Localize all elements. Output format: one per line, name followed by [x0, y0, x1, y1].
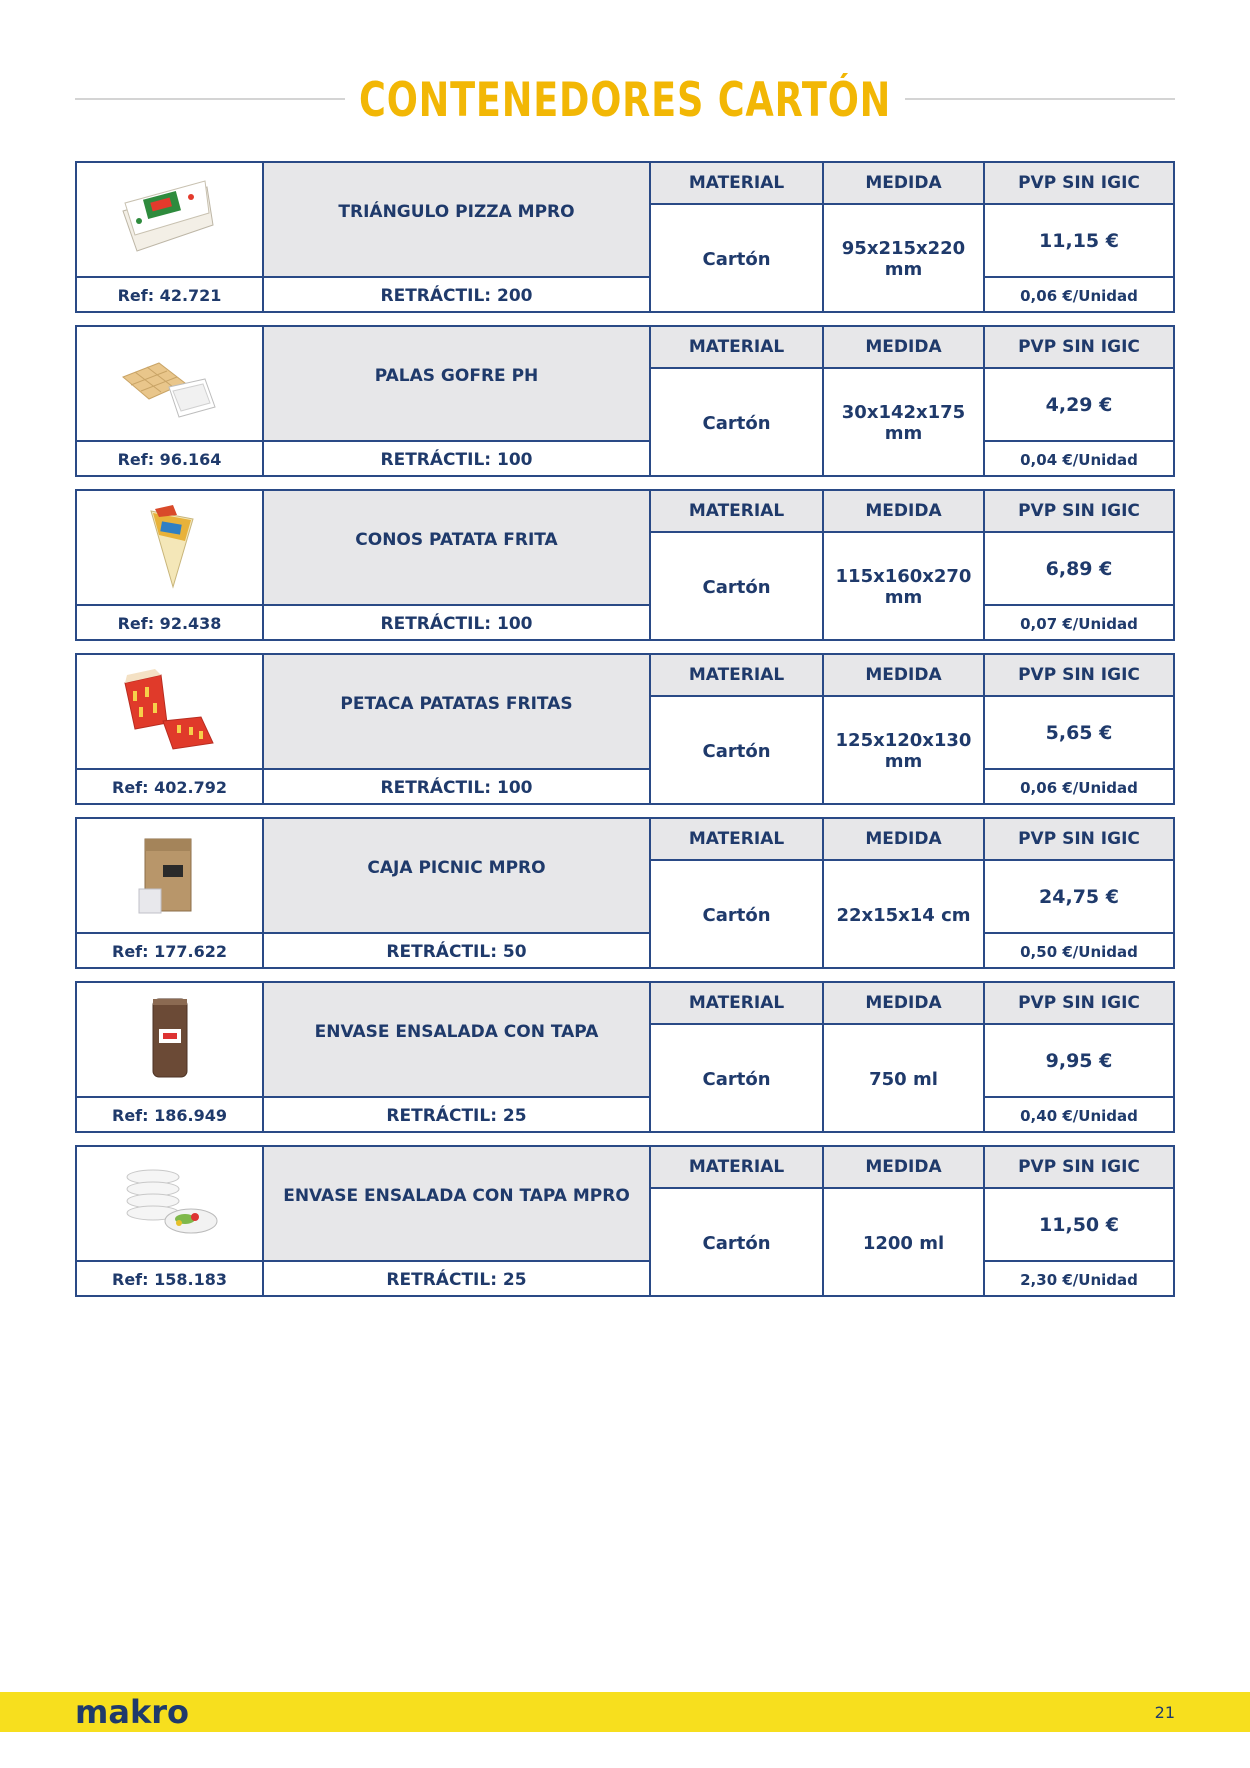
product-size: 115x160x270 mm: [824, 533, 985, 641]
page-header: [75, 60, 1175, 140]
product-price: 11,15 €: [985, 205, 1173, 278]
header-pvp: PVP SIN IGIC: [985, 819, 1173, 861]
product-name: TRIÁNGULO PIZZA MPRO: [264, 163, 651, 278]
product-unit-price: 0,40 €/Unidad: [1020, 1106, 1138, 1125]
product-pack: RETRÁCTIL: 25: [264, 1262, 651, 1297]
product-pack: RETRÁCTIL: 100: [264, 606, 651, 641]
product-row: [75, 325, 1175, 477]
product-row: [75, 489, 1175, 641]
product-image-cell: [77, 819, 264, 934]
header-medida: MEDIDA: [824, 819, 985, 861]
product-material: Cartón: [651, 205, 824, 313]
product-unit-price: 0,07 €/Unidad: [1020, 614, 1138, 633]
pizza-triangle-box-image: [115, 173, 225, 267]
product-name: ENVASE ENSALADA CON TAPA: [264, 983, 651, 1098]
product-unit-price: 0,04 €/Unidad: [1020, 450, 1138, 469]
product-pack: RETRÁCTIL: 100: [264, 770, 651, 805]
header-medida: MEDIDA: [824, 1147, 985, 1189]
fries-cone-image: [115, 501, 225, 595]
header-material: MATERIAL: [651, 163, 824, 205]
product-price: 11,50 €: [985, 1189, 1173, 1262]
product-price: 5,65 €: [985, 697, 1173, 770]
product-pack: RETRÁCTIL: 100: [264, 442, 651, 477]
header-medida: MEDIDA: [824, 983, 985, 1025]
product-row: [75, 161, 1175, 313]
header-pvp: PVP SIN IGIC: [985, 983, 1173, 1025]
header-medida: MEDIDA: [824, 327, 985, 369]
product-material: Cartón: [651, 533, 824, 641]
product-unit-price: 0,06 €/Unidad: [1020, 286, 1138, 305]
product-image-cell: [77, 655, 264, 770]
product-image-cell: [77, 327, 264, 442]
product-name: CONOS PATATA FRITA: [264, 491, 651, 606]
title-rule-right: [905, 98, 1175, 100]
product-row: [75, 981, 1175, 1133]
product-ref: Ref: 92.438: [77, 606, 264, 641]
header-pvp: PVP SIN IGIC: [985, 163, 1173, 205]
product-ref: Ref: 402.792: [77, 770, 264, 805]
product-pack: RETRÁCTIL: 200: [264, 278, 651, 313]
product-ref: Ref: 177.622: [77, 934, 264, 969]
product-material: Cartón: [651, 697, 824, 805]
header-pvp: PVP SIN IGIC: [985, 655, 1173, 697]
header-material: MATERIAL: [651, 983, 824, 1025]
product-price: 24,75 €: [985, 861, 1173, 934]
product-image-cell: [77, 163, 264, 278]
header-medida: MEDIDA: [824, 163, 985, 205]
product-ref: Ref: 158.183: [77, 1262, 264, 1297]
product-image-cell: [77, 491, 264, 606]
product-ref: Ref: 42.721: [77, 278, 264, 313]
fries-scoop-box-image: [115, 665, 225, 759]
page-number: 21: [1154, 1702, 1175, 1722]
header-material: MATERIAL: [651, 491, 824, 533]
header-material: MATERIAL: [651, 655, 824, 697]
product-row: [75, 1145, 1175, 1297]
picnic-box-image: [115, 829, 225, 923]
product-size: 125x120x130 mm: [824, 697, 985, 805]
waffle-tray-image: [115, 337, 225, 431]
product-size: 30x142x175 mm: [824, 369, 985, 477]
product-pack: RETRÁCTIL: 25: [264, 1098, 651, 1133]
product-price: 9,95 €: [985, 1025, 1173, 1098]
product-size: 750 ml: [824, 1025, 985, 1133]
header-pvp: PVP SIN IGIC: [985, 491, 1173, 533]
title-rule-left: [75, 98, 345, 100]
header-pvp: PVP SIN IGIC: [985, 1147, 1173, 1189]
product-name: PETACA PATATAS FRITAS: [264, 655, 651, 770]
product-material: Cartón: [651, 1025, 824, 1133]
product-name: PALAS GOFRE PH: [264, 327, 651, 442]
product-size: 1200 ml: [824, 1189, 985, 1297]
product-image-cell: [77, 1147, 264, 1262]
product-material: Cartón: [651, 369, 824, 477]
product-ref: Ref: 96.164: [77, 442, 264, 477]
product-size: 22x15x14 cm: [824, 861, 985, 969]
product-name: CAJA PICNIC MPRO: [264, 819, 651, 934]
product-name: ENVASE ENSALADA CON TAPA MPRO: [264, 1147, 651, 1262]
header-material: MATERIAL: [651, 1147, 824, 1189]
header-material: MATERIAL: [651, 327, 824, 369]
header-pvp: PVP SIN IGIC: [985, 327, 1173, 369]
page-title: CONTENEDORES CARTÓN: [358, 72, 892, 128]
product-price: 4,29 €: [985, 369, 1173, 442]
product-row: [75, 817, 1175, 969]
header-medida: MEDIDA: [824, 491, 985, 533]
product-size: 95x215x220 mm: [824, 205, 985, 313]
product-price: 6,89 €: [985, 533, 1173, 606]
product-material: Cartón: [651, 861, 824, 969]
makro-logo: makro: [75, 1693, 189, 1731]
product-material: Cartón: [651, 1189, 824, 1297]
product-pack: RETRÁCTIL: 50: [264, 934, 651, 969]
salad-container-stack-image: [115, 993, 225, 1087]
product-unit-price: 0,50 €/Unidad: [1020, 942, 1138, 961]
header-material: MATERIAL: [651, 819, 824, 861]
product-unit-price: 2,30 €/Unidad: [1020, 1270, 1138, 1289]
salad-bowl-lid-image: [115, 1157, 225, 1251]
product-unit-price: 0,06 €/Unidad: [1020, 778, 1138, 797]
product-ref: Ref: 186.949: [77, 1098, 264, 1133]
product-row: [75, 653, 1175, 805]
product-image-cell: [77, 983, 264, 1098]
header-medida: MEDIDA: [824, 655, 985, 697]
